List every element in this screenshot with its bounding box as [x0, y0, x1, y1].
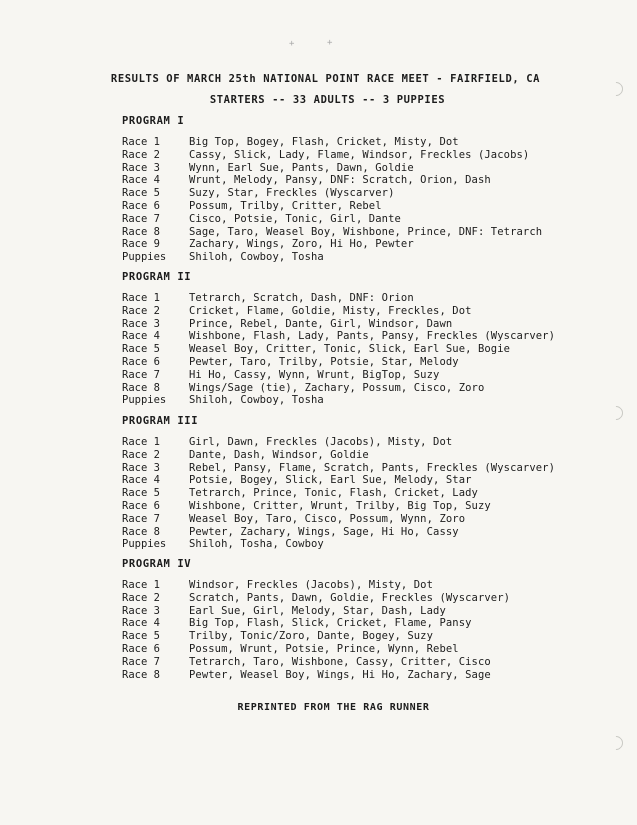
race-row [122, 162, 562, 175]
race-row [122, 330, 562, 343]
race-row [122, 305, 562, 318]
race-label: Race 8 [122, 381, 160, 394]
race-label: Race 4 [122, 174, 160, 187]
race-label: Race 2 [122, 148, 160, 161]
race-label: Race 7 [122, 655, 160, 668]
race-label: Race 5 [122, 187, 160, 200]
punch-hole-icon [606, 403, 626, 423]
race-row [122, 592, 562, 605]
program-1-section [122, 114, 562, 264]
race-entries: Possum, Trilby, Critter, Rebel [189, 199, 382, 212]
race-label: Race 8 [122, 668, 160, 681]
race-row [122, 369, 562, 382]
race-entries: Earl Sue, Girl, Melody, Star, Dash, Lady [189, 604, 446, 617]
race-label: Race 3 [122, 161, 160, 174]
race-row [122, 226, 562, 239]
race-entries: Tetrarch, Taro, Wishbone, Cassy, Critter, Cisco [189, 655, 491, 668]
race-row [122, 436, 562, 449]
race-entries: Scratch, Pants, Dawn, Goldie, Freckles (Wyscarver) [189, 591, 511, 604]
race-row [122, 251, 562, 264]
race-label: Race 1 [122, 292, 160, 304]
race-label: Race 7 [122, 368, 160, 381]
race-row [122, 449, 562, 462]
program-title: PROGRAM II [122, 271, 192, 283]
race-entries: Wishbone, Critter, Wrunt, Trilby, Big Top, Suzy [189, 499, 491, 512]
race-row [122, 318, 562, 331]
race-row [122, 500, 562, 513]
race-entries: Weasel Boy, Taro, Cisco, Possum, Wynn, Zoro [189, 512, 466, 525]
race-row [122, 356, 562, 369]
program-2-section [122, 270, 562, 407]
race-label: Race 5 [122, 343, 160, 356]
race-row [122, 487, 562, 500]
race-entries: Cassy, Slick, Lady, Flame, Windsor, Freckles (Jacobs) [189, 148, 530, 161]
race-entries: Trilby, Tonic/Zoro, Dante, Bogey, Suzy [189, 630, 434, 643]
race-row [122, 187, 562, 200]
race-entries: Prince, Rebel, Dante, Girl, Windsor, Dawn [189, 317, 453, 330]
race-row [122, 462, 562, 475]
race-row [122, 538, 562, 551]
race-label: Race 5 [122, 487, 160, 500]
race-row [122, 382, 562, 395]
race-label: Race 1 [122, 436, 160, 448]
race-entries: Wrunt, Melody, Pansy, DNF: Scratch, Orion, Dash [189, 174, 491, 187]
race-entries: Big Top, Flash, Slick, Cricket, Flame, Pansy [189, 617, 472, 630]
race-entries: Rebel, Pansy, Flame, Scratch, Pants, Freckles (Wyscarver) [189, 461, 556, 474]
race-entries: Tetrarch, Prince, Tonic, Flash, Cricket, Lady [189, 487, 478, 500]
race-row [122, 149, 562, 162]
program-title: PROGRAM III [122, 415, 199, 427]
race-entries: Cisco, Potsie, Tonic, Girl, Dante [189, 212, 401, 225]
race-label: Race 6 [122, 499, 160, 512]
race-row [122, 200, 562, 213]
race-row [122, 617, 562, 630]
race-entries: Shiloh, Cowboy, Tosha [189, 251, 324, 264]
race-row [122, 394, 562, 407]
race-label: Race 6 [122, 642, 160, 655]
race-label: Race 3 [122, 317, 160, 330]
race-label: Race 3 [122, 604, 160, 617]
race-row [122, 643, 562, 656]
race-label: Race 4 [122, 617, 160, 630]
race-label: Puppies [122, 251, 167, 264]
program-4-section [122, 557, 562, 681]
program-title: PROGRAM I [122, 115, 185, 127]
race-entries: Hi Ho, Cassy, Wynn, Wrunt, BigTop, Suzy [189, 368, 440, 381]
race-label: Race 4 [122, 330, 160, 343]
document-title: RESULTS OF MARCH 25th NATIONAL POINT RACE MEET - FAIRFIELD, CA [110, 73, 541, 85]
race-label: Race 7 [122, 212, 160, 225]
race-row [122, 605, 562, 618]
race-entries: Shiloh, Cowboy, Tosha [189, 394, 324, 407]
race-entries: Zachary, Wings, Zoro, Hi Ho, Pewter [189, 238, 414, 251]
punch-hole-icon [606, 733, 626, 753]
race-label: Race 5 [122, 630, 160, 643]
race-entries: Dante, Dash, Windsor, Goldie [189, 448, 369, 461]
registration-mark: + [289, 39, 295, 49]
race-label: Race 4 [122, 474, 160, 487]
program-3-section [122, 414, 562, 551]
race-label: Race 6 [122, 355, 160, 368]
race-entries: Pewter, Zachary, Wings, Sage, Hi Ho, Cassy [189, 525, 459, 538]
race-row [122, 474, 562, 487]
race-row [122, 630, 562, 643]
race-entries: Girl, Dawn, Freckles (Jacobs), Misty, Dot [189, 436, 453, 448]
race-row [122, 669, 562, 682]
race-row [122, 579, 562, 592]
race-entries: Pewter, Weasel Boy, Wings, Hi Ho, Zachary, Sage [189, 668, 491, 681]
race-entries: Shiloh, Tosha, Cowboy [189, 538, 324, 551]
race-label: Race 9 [122, 238, 160, 251]
race-entries: Wings/Sage (tie), Zachary, Possum, Cisco, Zoro [189, 381, 485, 394]
document-subtitle: STARTERS -- 33 ADULTS -- 3 PUPPIES [209, 94, 446, 106]
race-label: Race 8 [122, 225, 160, 238]
race-label: Race 1 [122, 579, 160, 591]
race-label: Race 2 [122, 591, 160, 604]
race-label: Race 2 [122, 304, 160, 317]
race-row [122, 174, 562, 187]
race-row [122, 656, 562, 669]
race-entries: Suzy, Star, Freckles (Wyscarver) [189, 187, 395, 200]
race-entries: Potsie, Bogey, Slick, Earl Sue, Melody, Star [189, 474, 472, 487]
race-entries: Sage, Taro, Weasel Boy, Wishbone, Prince, DNF: Tetrarch [189, 225, 543, 238]
race-entries: Weasel Boy, Critter, Tonic, Slick, Earl Sue, Bogie [189, 343, 511, 356]
race-row [122, 513, 562, 526]
race-label: Race 7 [122, 512, 160, 525]
race-label: Puppies [122, 538, 167, 551]
race-row [122, 238, 562, 251]
footer-credit: REPRINTED FROM THE RAG RUNNER [237, 702, 430, 713]
race-label: Puppies [122, 394, 167, 407]
race-row [122, 526, 562, 539]
race-entries: Possum, Wrunt, Potsie, Prince, Wynn, Rebel [189, 642, 459, 655]
race-row [122, 136, 562, 149]
race-entries: Cricket, Flame, Goldie, Misty, Freckles, Dot [189, 304, 472, 317]
race-entries: Big Top, Bogey, Flash, Cricket, Misty, Dot [189, 136, 459, 148]
race-label: Race 8 [122, 525, 160, 538]
race-entries: Windsor, Freckles (Jacobs), Misty, Dot [189, 579, 434, 591]
race-row [122, 292, 562, 305]
program-title: PROGRAM IV [122, 558, 192, 570]
race-label: Race 1 [122, 136, 160, 148]
race-entries: Tetrarch, Scratch, Dash, DNF: Orion [189, 292, 414, 304]
race-entries: Pewter, Taro, Trilby, Potsie, Star, Melody [189, 355, 459, 368]
race-label: Race 2 [122, 448, 160, 461]
race-row [122, 213, 562, 226]
race-label: Race 3 [122, 461, 160, 474]
race-label: Race 6 [122, 199, 160, 212]
race-entries: Wynn, Earl Sue, Pants, Dawn, Goldie [189, 161, 414, 174]
race-entries: Wishbone, Flash, Lady, Pants, Pansy, Freckles (Wyscarver) [189, 330, 556, 343]
race-row [122, 343, 562, 356]
registration-mark: + [327, 38, 333, 48]
